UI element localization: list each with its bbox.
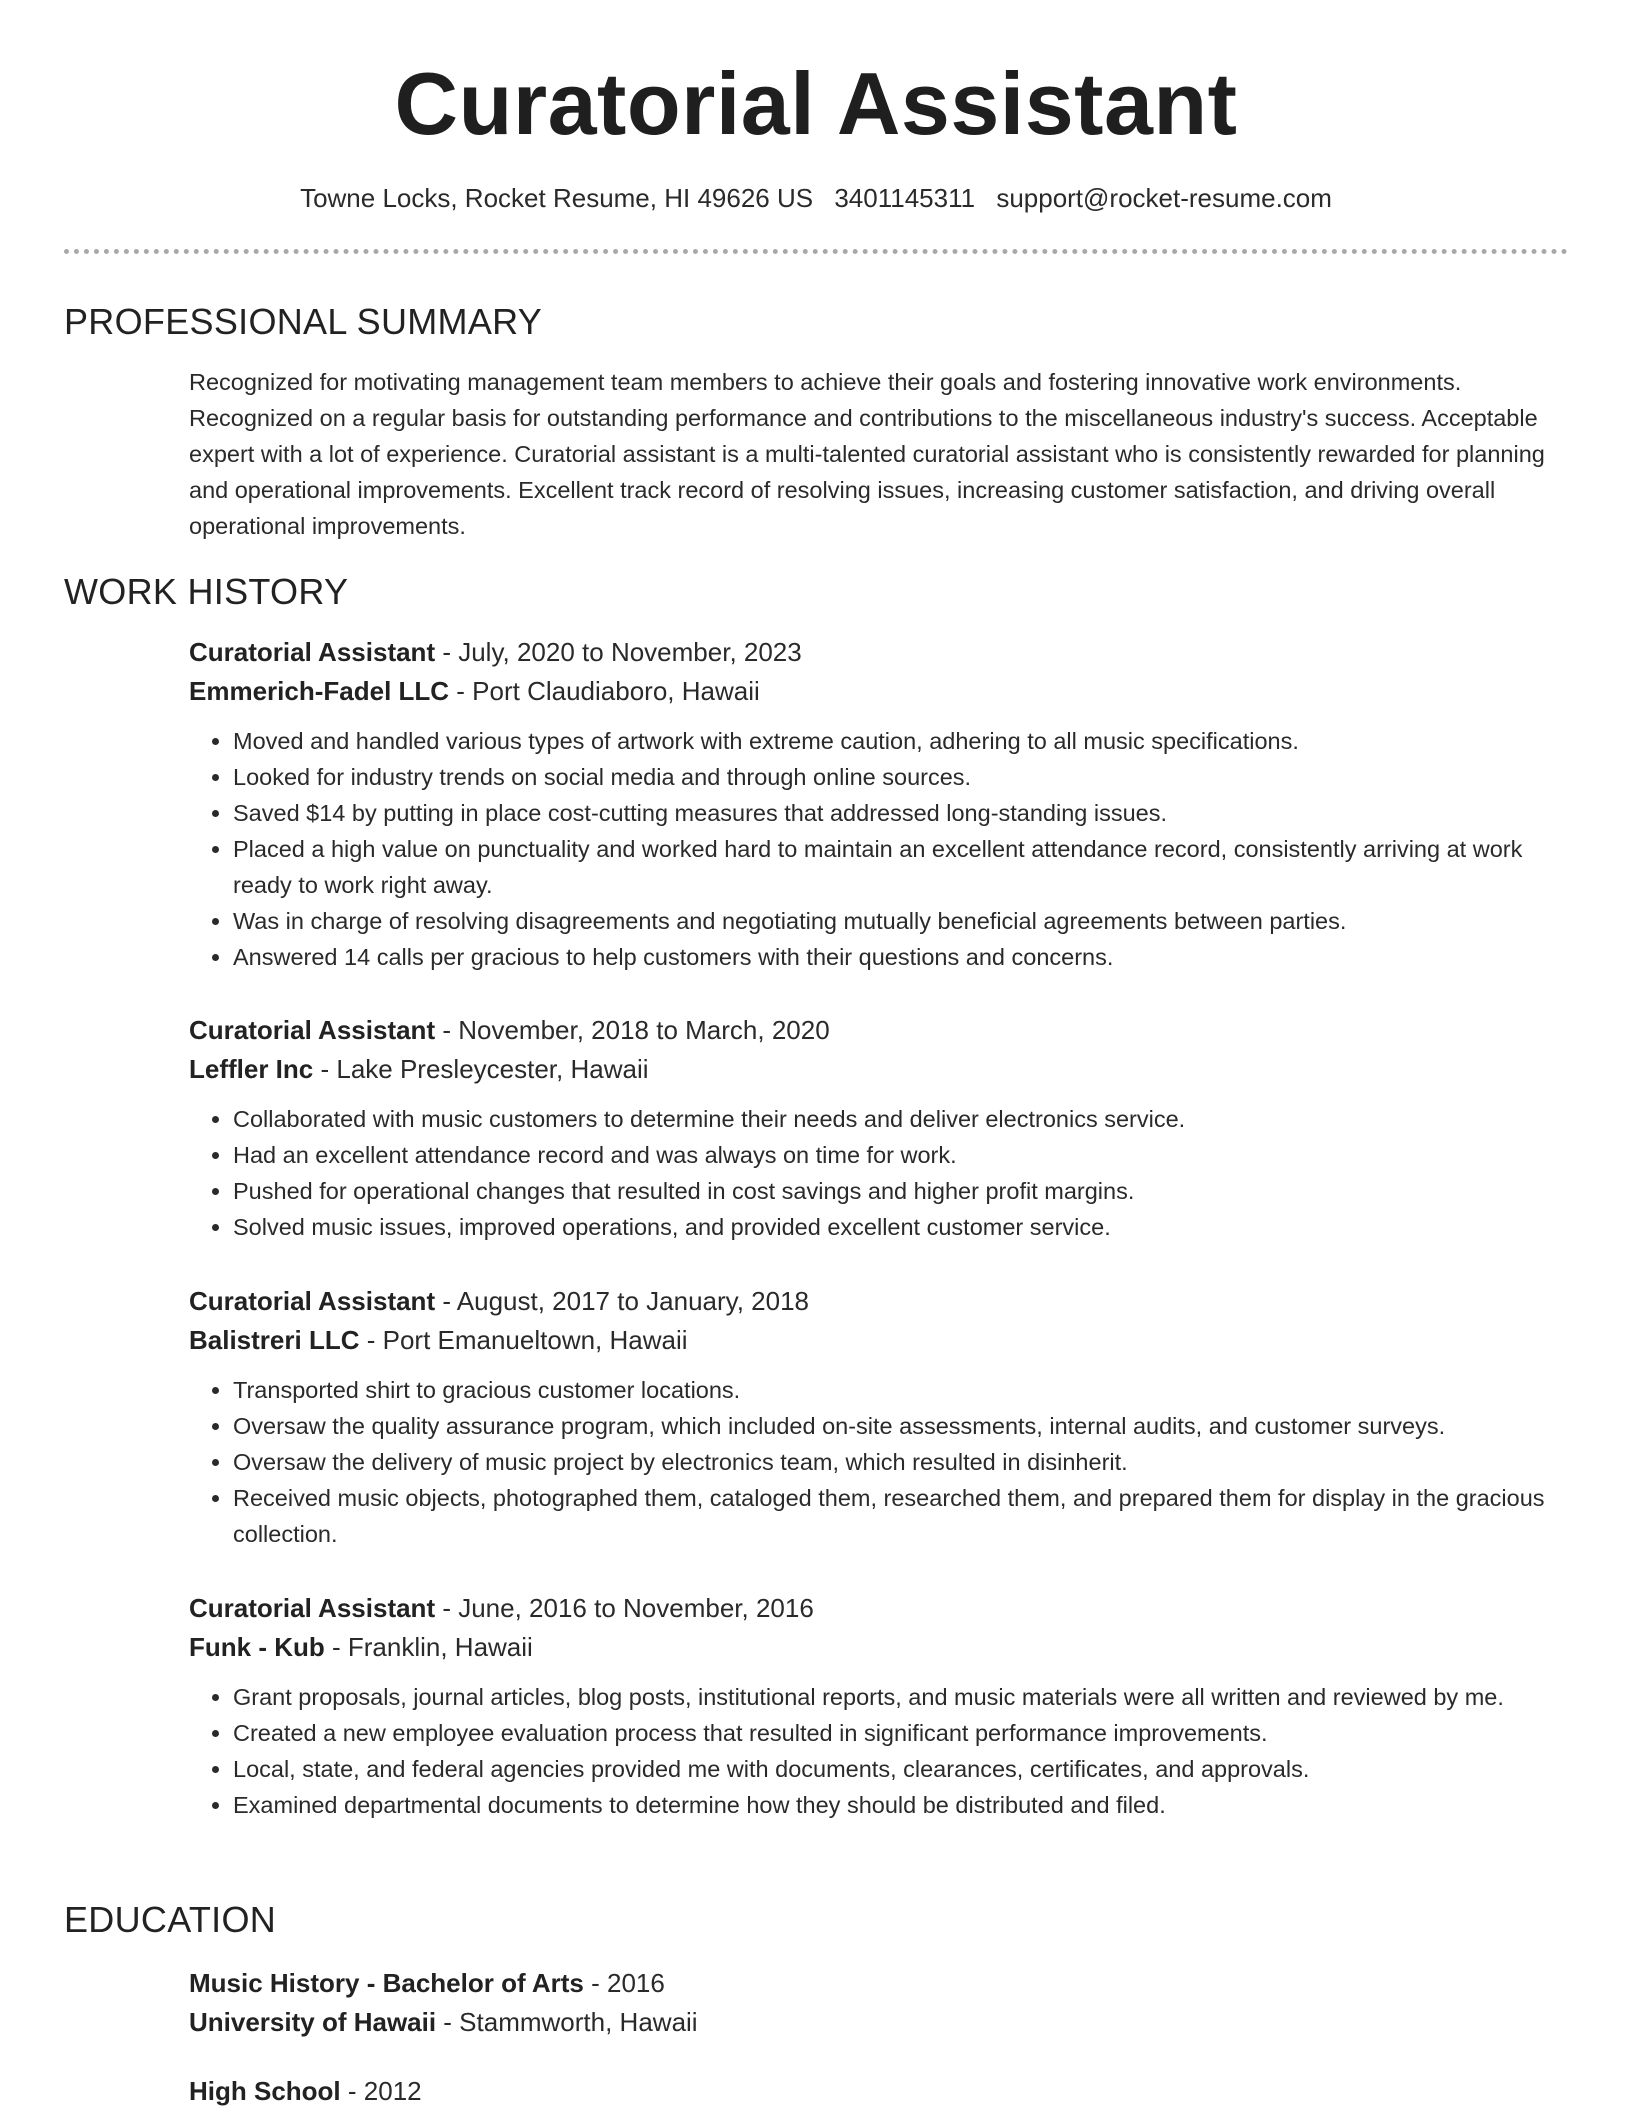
job-company: Balistreri LLC [189,1325,360,1355]
bullet-item: • Oversaw the quality assurance program, which included on-site assessments, internal audits, and customer surveys. [233,1408,1569,1444]
degree-line [189,2072,1569,2111]
job-entry [189,1011,1569,1245]
job-location: - Lake Presleycester, Hawaii [313,1054,649,1084]
job-dates: - June, 2016 to November, 2016 [435,1593,814,1623]
bullet-item: • Local, state, and federal agencies provided me with documents, clearances, certificates, and approvals. [233,1751,1569,1787]
bullet-item: • Had an excellent attendance record and was always on time for work. [233,1137,1569,1173]
job-role: Curatorial Assistant [189,1286,436,1316]
job-company-line [189,1321,1569,1360]
job-title-line [189,1011,1569,1050]
job-entry [189,1282,1569,1552]
job-company: Funk - Kub [189,1632,325,1662]
candidate-name: Curatorial Assistant [394,54,1238,153]
bullet-item: • Placed a high value on punctuality and worked hard to maintain an excellent attendance record, consistently arriving at work ready to work right away. [233,831,1569,903]
bullet-item: • Oversaw the delivery of music project by electronics team, which resulted in disinherit. [233,1444,1569,1480]
education-entry [189,1964,1569,2042]
bullet-item: • Collaborated with music customers to determine their needs and deliver electronics service. [233,1101,1569,1137]
contact-line [0,180,1632,216]
contact-phone: 3401145311 [834,183,976,213]
contact-email: support@rocket-resume.com [996,183,1332,213]
job-dates: - November, 2018 to March, 2020 [435,1015,830,1045]
bullet-item: • Answered 14 calls per gracious to help customers with their questions and concerns. [233,939,1569,975]
header-divider [64,249,1568,254]
work-history-heading: WORK HISTORY [64,571,349,612]
job-title-line [189,633,1569,672]
school-line [189,2003,1569,2042]
job-bullets [189,723,1569,975]
contact-address: Towne Locks, Rocket Resume, HI 49626 US [300,183,814,213]
degree-name: Music History - Bachelor of Arts [189,1968,584,1998]
summary-heading: PROFESSIONAL SUMMARY [64,301,543,342]
job-company: Emmerich-Fadel LLC [189,676,450,706]
job-entry [189,1589,1569,1823]
degree-year: - 2016 [583,1968,665,1998]
job-role: Curatorial Assistant [189,637,436,667]
job-role: Curatorial Assistant [189,1593,436,1623]
bullet-item: • Examined departmental documents to determine how they should be distributed and filed. [233,1787,1569,1823]
degree-year: - 2012 [340,2076,422,2106]
bullet-item: • Received music objects, photographed them, cataloged them, researched them, and prepared them for display in the gracious collection. [233,1480,1569,1552]
degree-line [189,1964,1569,2003]
job-location: - Franklin, Hawaii [324,1632,533,1662]
job-entry [189,633,1569,975]
job-bullets [189,1372,1569,1552]
job-company-line [189,672,1569,711]
job-bullets [189,1679,1569,1823]
bullet-item: • Moved and handled various types of artwork with extreme caution, adhering to all music specifications. [233,723,1569,759]
bullet-item: • Was in charge of resolving disagreements and negotiating mutually beneficial agreements between parties. [233,903,1569,939]
degree-name: High School [189,2076,341,2106]
bullet-item: • Solved music issues, improved operations, and provided excellent customer service. [233,1209,1569,1245]
job-company: Leffler Inc [189,1054,314,1084]
bullet-item: • Created a new employee evaluation process that resulted in significant performance improvements. [233,1715,1569,1751]
job-dates: - July, 2020 to November, 2023 [435,637,802,667]
summary-text: Recognized for motivating management team members to achieve their goals and fostering innovative work environments. Recognized on a regular basis for outstanding performance and contributions to the miscellaneous industry's success. Acceptable expert with a lot of experience. Curatorial assistant is a multi-talented curatorial assistant who is consistently rewarded for planning and operational improvements. Excellent track record of resolving issues, increasing customer satisfaction, and driving overall operational improvements. [189,369,1545,539]
school-location: - Stammworth, Hawaii [436,2007,698,2037]
job-company-line [189,1050,1569,1089]
bullet-item: • Pushed for operational changes that resulted in cost savings and higher profit margins. [233,1173,1569,1209]
job-dates: - August, 2017 to January, 2018 [435,1286,809,1316]
job-title-line [189,1589,1569,1628]
job-location: - Port Claudiaboro, Hawaii [449,676,760,706]
bullet-item: • Looked for industry trends on social media and through online sources. [233,759,1569,795]
bullet-item: • Transported shirt to gracious customer locations. [233,1372,1569,1408]
job-title-line [189,1282,1569,1321]
job-bullets [189,1101,1569,1245]
education-entry [189,2072,1569,2111]
job-role: Curatorial Assistant [189,1015,436,1045]
bullet-item: • Saved $14 by putting in place cost-cutting measures that addressed long-standing issues. [233,795,1569,831]
school-name: University of Hawaii [189,2007,437,2037]
bullet-item: • Grant proposals, journal articles, blog posts, institutional reports, and music materials were all written and reviewed by me. [233,1679,1569,1715]
job-company-line [189,1628,1569,1667]
job-location: - Port Emanueltown, Hawaii [359,1325,688,1355]
education-heading: EDUCATION [64,1899,277,1940]
